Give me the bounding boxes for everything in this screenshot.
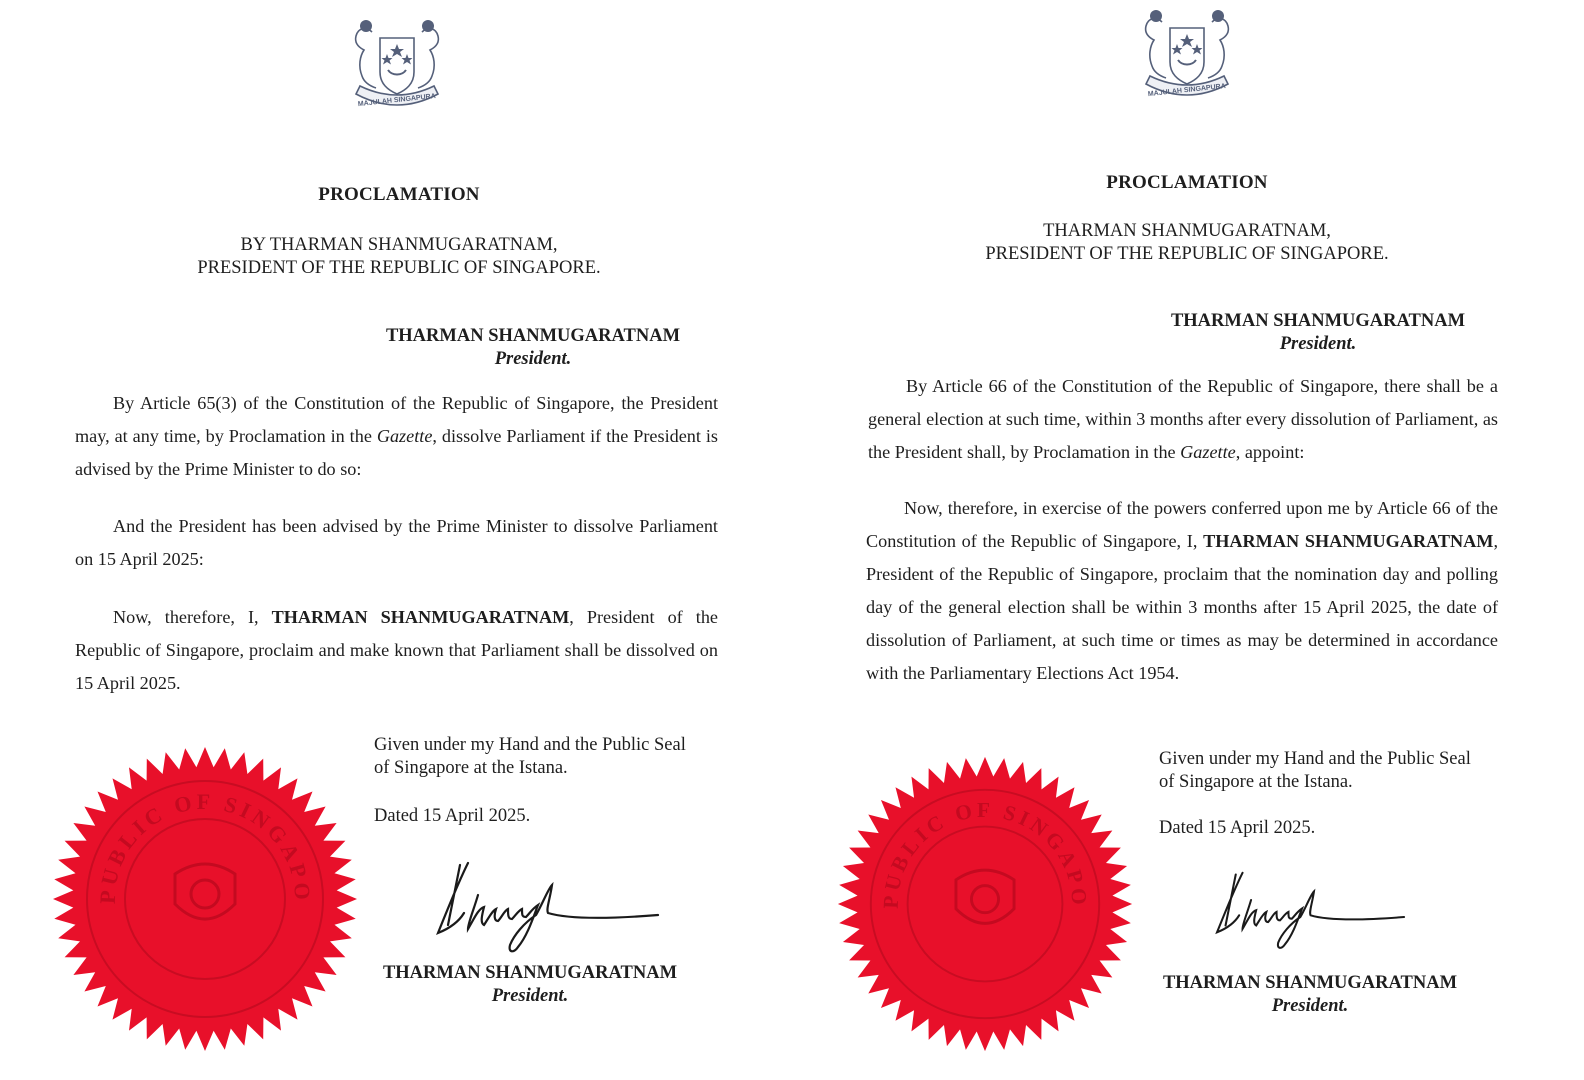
proclamation-dissolution-page [0, 0, 790, 1080]
issuer-lines [0, 234, 790, 280]
bottom-signatory [1150, 972, 1470, 1018]
issuer-line-1: BY THARMAN SHANMUGARATNAM, [240, 235, 558, 255]
crest-motto: MAJULAH SINGAPURA [357, 92, 437, 109]
seal-lettering: PUBLIC OF SINGAPO [94, 789, 316, 905]
given-under-hand [1159, 748, 1471, 794]
signatory-role: President. [1279, 334, 1357, 354]
signatory-role: President. [1271, 996, 1349, 1016]
signatory-role: President. [494, 349, 572, 369]
para-text: , President of the Republic of Singapore, proclaim and make known that Parliament shall be dissolved on 15 April 2025. [75, 607, 718, 693]
para-text: Now, therefore, I, [113, 607, 272, 627]
given-under-hand [374, 734, 686, 780]
signatory-name: THARMAN SHANMUGARATNAM [1170, 311, 1466, 331]
page-title: PROCLAMATION [1106, 172, 1268, 193]
signatory-name: THARMAN SHANMUGARATNAM [382, 963, 678, 983]
issuer-line-1: THARMAN SHANMUGARATNAM, [1043, 221, 1331, 241]
signatory-role: President. [491, 986, 569, 1006]
top-signatory [1155, 310, 1481, 356]
issuer-line-2: PRESIDENT OF THE REPUBLIC OF SINGAPORE. [985, 244, 1389, 264]
given-line-1: Given under my Hand and the Public Seal [374, 735, 686, 755]
crest-drawing [342, 14, 452, 114]
crest-drawing [1132, 4, 1242, 104]
signatory-name: THARMAN SHANMUGARATNAM [385, 326, 681, 346]
dated-line: Dated 15 April 2025. [374, 806, 531, 826]
paragraph-article-65 [75, 387, 718, 486]
para-text: , appoint: [1235, 442, 1305, 462]
para-text: , dissolve Parliament if the President is advised by the Prime Minister to do so: [75, 426, 719, 479]
dated-line: Dated 15 April 2025. [1159, 818, 1316, 838]
paragraph-proclaim-election [866, 492, 1498, 690]
handwritten-signature [430, 855, 700, 955]
paragraph-advised: And the President has been advised by the Prime Minister to dissolve Parliament on 15 April 2025: [75, 516, 718, 569]
given-line-1: Given under my Hand and the Public Seal [1159, 749, 1471, 769]
coat-of-arms-crest [1132, 4, 1242, 104]
handwritten-signature [1210, 866, 1440, 946]
public-seal [835, 754, 1135, 1054]
para-text: , President of the Republic of Singapore, proclaim that the nomination day and polling day of the general election shall be within 3 months after 15 April 2025, the date of dissolution of Parliament, at such time or times as may be determined in accordance with the Parliamentary Elections Act 1954. [866, 531, 1498, 683]
crest-motto: MAJULAH SINGAPURA [1147, 82, 1227, 99]
president-name-bold: THARMAN SHANMUGARATNAM [271, 607, 570, 627]
gazette-italic: Gazette [1180, 442, 1236, 462]
issuer-lines [790, 220, 1584, 266]
president-name-bold: THARMAN SHANMUGARATNAM [1203, 531, 1494, 551]
seal-drawing [835, 754, 1135, 1054]
public-seal [50, 744, 360, 1054]
top-signatory [370, 325, 696, 371]
seal-drawing [50, 744, 360, 1054]
page-title: PROCLAMATION [318, 184, 480, 205]
coat-of-arms-crest [342, 14, 452, 114]
seal-lettering: PUBLIC OF SINGAPO [878, 797, 1092, 910]
given-line-2: of Singapore at the Istana. [374, 758, 568, 778]
issuer-line-2: PRESIDENT OF THE REPUBLIC OF SINGAPORE. [197, 258, 601, 278]
proclamation-election-page [790, 0, 1584, 1080]
paragraph-proclaim [75, 601, 718, 700]
signatory-name: THARMAN SHANMUGARATNAM [1162, 973, 1458, 993]
para-text: By Article 66 of the Constitution of the Republic of Singapore, there shall be a general election at such time, within 3 months after every dissolution of Parliament, as the President shall, by Proclamation in the [868, 376, 1498, 462]
given-line-2: of Singapore at the Istana. [1159, 772, 1353, 792]
para-text: By Article 65(3) of the Constitution of the Republic of Singapore, the President may, at any time, by Proclamation in the [75, 393, 718, 446]
gazette-italic: Gazette [376, 426, 433, 446]
bottom-signatory [370, 962, 690, 1008]
paragraph-article-66 [868, 370, 1498, 469]
para-text: Now, therefore, in exercise of the powers conferred upon me by Article 66 of the Constitution of the Republic of Singapore, I, [866, 498, 1498, 551]
